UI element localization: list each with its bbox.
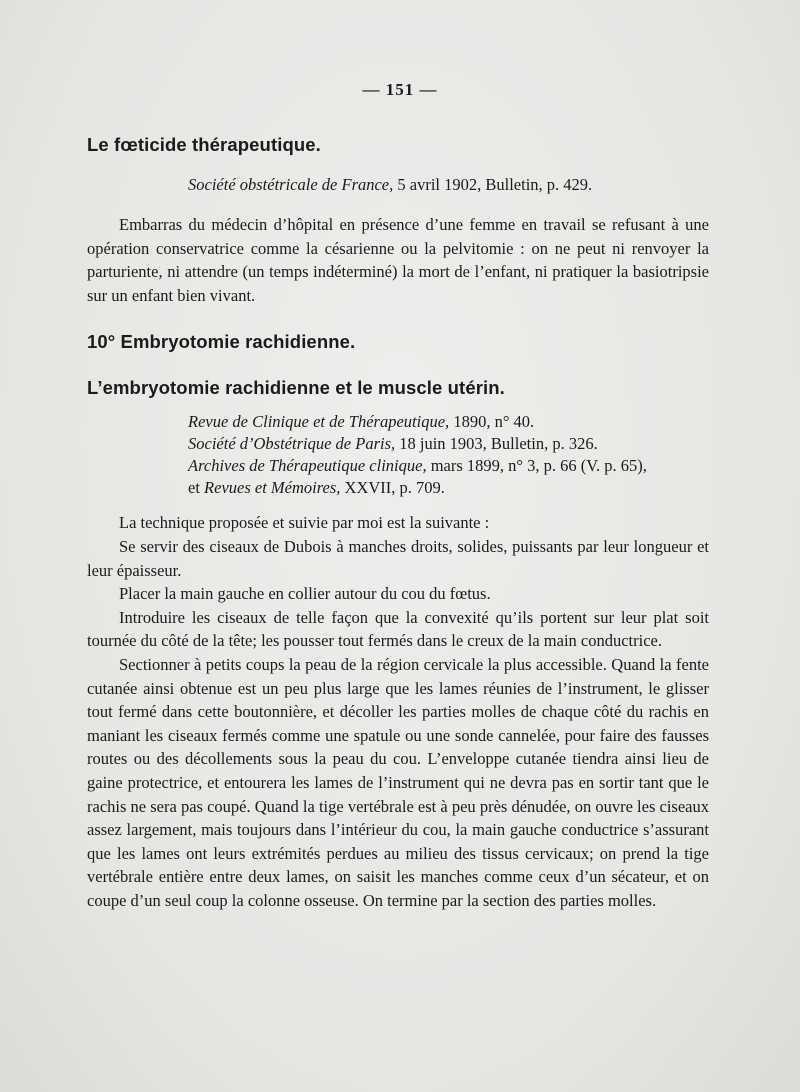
ref-journal: Société obstétricale de France, xyxy=(188,175,394,194)
ref-journal: Archives de Thérapeutique clinique, xyxy=(188,456,427,476)
reference-item xyxy=(188,433,709,455)
section-title-muscle: L’embryotomie rachidienne et le muscle utérin. xyxy=(87,377,505,399)
paragraph: La technique proposée et suivie par moi est la suivante : xyxy=(119,513,490,533)
section-title-foeticide: Le fœticide thérapeutique. xyxy=(87,134,321,155)
ref-details: 1890, n° 40. xyxy=(449,412,535,432)
ref-details: 18 juin 1903, Bulletin, p. 326. xyxy=(395,434,598,454)
ref-journal: Revues et Mémoires, xyxy=(204,478,341,498)
paragraph: Se servir des ciseaux de Dubois à manches droits, solides, puissants par leur longueur et leur épaisseur. xyxy=(87,536,709,580)
ref-journal: Revue de Clinique et de Thérapeutique, xyxy=(188,412,450,432)
paragraph: Placer la main gauche en collier autour du cou du fœtus. xyxy=(119,584,491,604)
ref-details: 5 avril 1902, Bulletin, p. 429. xyxy=(393,175,593,194)
ref-prefix: et xyxy=(188,478,205,498)
reference-item xyxy=(188,477,709,499)
section-title-embryotomie: 10° Embryotomie rachidienne. xyxy=(87,331,356,353)
ref-details: XXVII, p. 709. xyxy=(340,478,445,498)
paragraph-foeticide: Embarras du médecin d’hôpital en présence d’une femme en travail se refusant à une opération conservatrice comme la césarienne ou la pelvitomie : on ne peut ni renvoyer la parturiente, ni attendre (un temps indéterminé) la mort de l’enfant, ni pratiquer la basiotripsie sur un enfant bien vivant. xyxy=(87,215,709,305)
page-content xyxy=(87,133,709,912)
page-number: — 151 — xyxy=(362,80,438,99)
ref-journal: Société d’Obstétrique de Paris, xyxy=(188,434,396,454)
reference-item xyxy=(188,411,709,433)
paragraph: Introduire les ciseaux de telle façon que la convexité qu’ils portent sur leur plat soit tournée du côté de la tête; les pousser tout fermés dans le creux de la main conductrice. xyxy=(87,607,709,651)
ref-details: mars 1899, n° 3, p. 66 (V. p. 65), xyxy=(426,456,647,476)
reference-foeticide xyxy=(87,174,709,196)
reference-item xyxy=(188,455,709,477)
reference-list xyxy=(87,411,709,499)
paragraph: Sectionner à petits coups la peau de la région cervicale la plus accessible. Quand la fente cutanée ainsi obtenue est un peu plus large que les lames réunies de l’instrument, le glisser tout fermé dans cette boutonnière, et décoller les parties molles de chaque côté du rachis en maniant les ciseaux fermés comme une spatule ou une sonde cannelée, pour faire des fausses routes ou des décollements sous la peau du cou. L’enveloppe cutanée tiendra ainsi lieu de gaine protectrice, et entourera les lames de l’instrument qui ne devra pas en sortir tant que le rachis ne sera pas coupé. Quand la tige vertébrale est à peu près dénudée, on ouvre les ciseaux assez largement, mais toujours dans l’intérieur du cou, la main gauche conductrice s’assurant que les lames ont leurs extrémités perdues au milieu des tissus cervicaux; on prend la tige vertébrale entière entre deux lames, on saisit les manches comme ceux d’un sécateur, et on coupe d’un seul coup la colonne osseuse. On termine par la section des parties molles. xyxy=(87,654,709,910)
